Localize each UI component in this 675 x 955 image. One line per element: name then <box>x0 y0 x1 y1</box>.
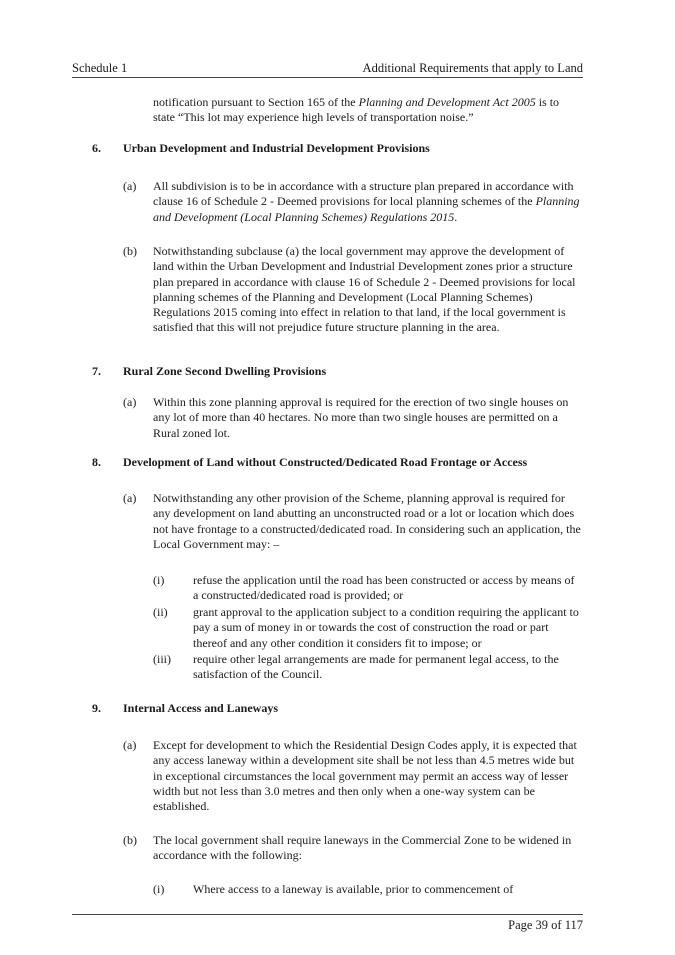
s6-b-label: (b) <box>123 244 137 258</box>
s6-a-text <box>153 179 581 225</box>
s7-a-label: (a) <box>123 395 137 409</box>
section-7-title: Rural Zone Second Dwelling Provisions <box>123 364 327 378</box>
section-9-title: Internal Access and Laneways <box>123 701 279 715</box>
s9-b-text: The local government shall require laneways in the Commercial Zone to be widened in accordance with the following: <box>153 833 572 863</box>
section-7-number: 7. <box>92 364 101 378</box>
s6-b-text: Notwithstanding subclause (a) the local government may approve the development of land within the Urban Development and Industrial Development zones prior a structure plan prepared in accordance with clause 16 of Schedule 2 - Deemed provisions for local planning schemes of the Planning and Development (Local Planning Schemes) Regulations 2015 coming into effect in relation to that land, if the local government is satisfied that this will not prejudice future structure planning in the area. <box>153 244 576 335</box>
s8-ii-text: grant approval to the application subject to a condition requiring the applicant to pay a sum of money in or towards the cost of construction the road or part thereof and any other condition it considers fit to impose; or <box>193 605 579 650</box>
footer-rule <box>72 914 583 915</box>
s7-a-text: Within this zone planning approval is required for the erection of two single houses on any lot of more than 40 hectares. No more than two single houses are permitted on a Rural zoned lot. <box>153 395 569 440</box>
continuation-text-2: is to state “This lot may experience high levels of transportation noise.” <box>153 95 560 125</box>
s9-b-label: (b) <box>123 833 137 847</box>
header-title: Additional Requirements that apply to Land <box>362 61 583 75</box>
section-8-number: 8. <box>92 455 101 469</box>
s8-i-text: refuse the application until the road has been constructed or access by means of a constructed/dedicated road is provided; or <box>193 573 575 603</box>
s8-iii-text: require other legal arrangements are made for permanent legal access, to the satisfaction of the Council. <box>193 652 559 682</box>
s9-a-text: Except for development to which the Residential Design Codes apply, it is expected that any access laneway within a development site shall be not less than 4.5 metres wide but in exceptional circumstances the local government may permit an access way of lesser width but not less than 3.0 metres and then only when a one-way system can be established. <box>153 738 577 814</box>
page-number: Page 39 of 117 <box>508 918 583 932</box>
section-6-title: Urban Development and Industrial Development Provisions <box>123 141 430 155</box>
section-8-title: Development of Land without Constructed/Dedicated Road Frontage or Access <box>123 455 528 469</box>
s6-a-text-1: All subdivision is to be in accordance with a structure plan prepared in accordance with clause 16 of Schedule 2 - Deemed provisions for local planning schemes of the <box>153 179 574 209</box>
s8-a-text: Notwithstanding any other provision of the Scheme, planning approval is required for any development on land abutting an unconstructed road or a lot or location which does not have frontage to a constructed/dedicated road. In considering such an application, the Local Government may: – <box>153 491 581 551</box>
header-rule <box>72 77 583 78</box>
header-schedule: Schedule 1 <box>72 61 128 75</box>
s8-ii-label: (ii) <box>153 605 168 619</box>
s9-i-text: Where access to a laneway is available, prior to commencement of <box>193 882 514 896</box>
s8-iii-label: (iii) <box>153 652 171 666</box>
continuation-act-name: Planning and Development Act 2005 <box>358 95 536 109</box>
continuation-text-1: notification pursuant to Section 165 of the <box>153 95 359 109</box>
s9-i-label: (i) <box>153 882 165 896</box>
s9-a-label: (a) <box>123 738 137 752</box>
s6-a-text-2: . <box>454 209 458 224</box>
s8-a-label: (a) <box>123 491 137 505</box>
s6-a-regulations: Planning and Development (Local Planning Schemes) Regulations 2015 <box>153 194 580 224</box>
s6-a-label: (a) <box>123 179 137 193</box>
s8-i-label: (i) <box>153 573 165 587</box>
section-6-number: 6. <box>92 141 101 155</box>
continuation-paragraph <box>153 95 581 126</box>
section-9-number: 9. <box>92 701 101 715</box>
